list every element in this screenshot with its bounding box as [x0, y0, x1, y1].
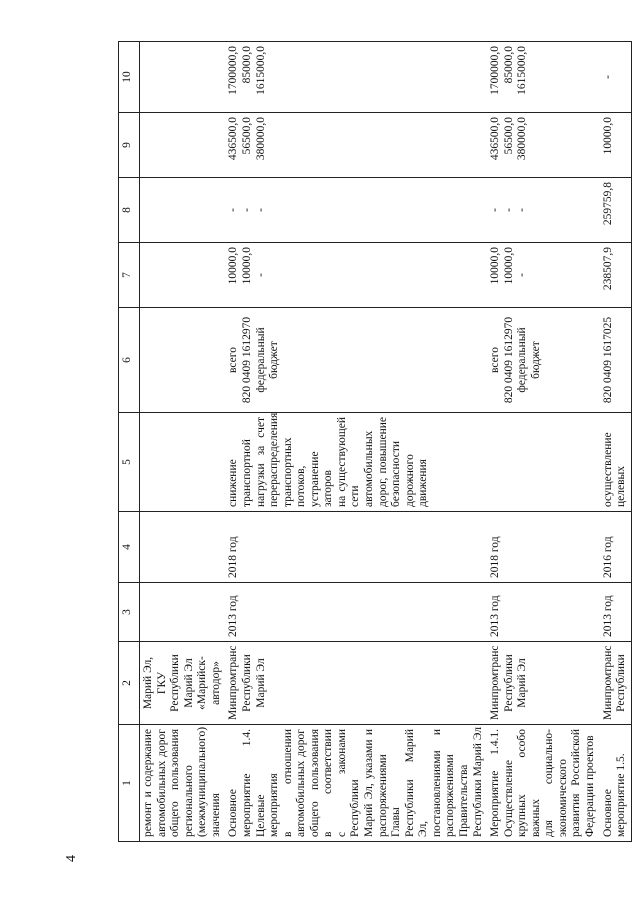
- cell-text-line: 56500,0: [502, 117, 515, 155]
- table-cell-9: [140, 113, 226, 178]
- column-header-6: 6: [119, 308, 140, 413]
- cell-text-line: Марий Эл,: [142, 656, 154, 710]
- column-header-4: 4: [119, 512, 140, 583]
- table-cell-5: [140, 413, 226, 512]
- cell-text-line: автомобильных дорог: [295, 729, 308, 837]
- column-number-header-row: [119, 42, 140, 842]
- table-cell-10: [600, 42, 632, 113]
- table-cell-2: [225, 642, 487, 725]
- cell-text-line: с законами Республики: [335, 729, 362, 837]
- table-cell-7: [600, 243, 632, 308]
- cell-text-line: осуществление: [601, 432, 614, 507]
- cell-text-line: Минпромтранс: [489, 645, 502, 720]
- table-cell-1: [487, 725, 600, 842]
- cell-text-line: 2018 год: [227, 536, 240, 578]
- cell-text-line: 380000,0: [516, 117, 529, 161]
- cell-text-line: -: [516, 273, 529, 277]
- table-body: [140, 42, 632, 842]
- cell-text-line: Марий Эл: [254, 658, 267, 708]
- table-cell-9: [487, 113, 600, 178]
- table-cell-4: [600, 512, 632, 583]
- column-header-7: 7: [119, 243, 140, 308]
- cell-text-line: Правительства: [457, 764, 470, 837]
- rotated-page-content: [118, 46, 628, 842]
- table-cell-8: [487, 178, 600, 243]
- cell-text-line: Республики Марий Эл,: [403, 729, 430, 837]
- cell-text-line: целевых: [615, 465, 628, 507]
- cell-text-line: -: [254, 208, 267, 212]
- cell-text-line: 380000,0: [254, 117, 267, 161]
- cell-text-line: -: [516, 208, 529, 212]
- cell-text-line: 85000,0: [240, 46, 253, 84]
- table-cell-3: [487, 583, 600, 642]
- table-cell-9: [600, 113, 632, 178]
- table-cell-6: [225, 308, 487, 413]
- column-header-5: 5: [119, 413, 140, 512]
- column-header-10: 10: [119, 42, 140, 113]
- cell-text-line: устранение заторов: [308, 451, 335, 507]
- table-cell-5: [487, 413, 600, 512]
- table-cell-6: [140, 308, 226, 413]
- cell-text-line: -: [601, 75, 614, 79]
- table-cell-5: [600, 413, 632, 512]
- table-cell-1: [140, 725, 226, 842]
- cell-text-line: 238507,9: [601, 247, 614, 291]
- cell-text-line: Мероприятие 1.4.1.: [489, 729, 502, 837]
- table-cell-10: [487, 42, 600, 113]
- cell-text-line: Минпромтранс: [601, 645, 614, 720]
- cell-text-line: перераспределения: [268, 412, 281, 507]
- cell-text-line: 820 0409 1612970: [240, 316, 253, 404]
- table-cell-1: [225, 725, 487, 842]
- cell-text-line: автомобильных дорог: [155, 729, 168, 837]
- page-number: 4: [64, 855, 79, 862]
- cell-text-line: автодор»: [209, 661, 222, 705]
- cell-text-line: 2016 год: [601, 536, 614, 578]
- cell-text-line: потоков,: [295, 465, 308, 507]
- cell-text-line: 820 0409 1617025: [601, 316, 614, 404]
- cell-text-line: Республики: [240, 654, 253, 712]
- cell-text-line: 1615000,0: [254, 46, 267, 95]
- column-header-2: 2: [119, 642, 140, 725]
- cell-text-line: дорожного: [403, 454, 416, 507]
- cell-text-line: транспортных: [281, 437, 294, 507]
- cell-text-line: 2018 год: [489, 536, 502, 578]
- cell-text-line: регионального: [182, 765, 195, 837]
- cell-text-line: 10000,0: [502, 247, 515, 285]
- cell-text-line: 1700000,0: [227, 46, 240, 95]
- cell-text-line: Федерации проектов: [584, 735, 596, 837]
- cell-text-line: Основное: [227, 789, 240, 837]
- program-activities-table: [118, 41, 632, 842]
- cell-text-line: ремонт и содержание: [142, 729, 154, 837]
- cell-text-line: снижение: [227, 459, 240, 507]
- table-cell-4: [140, 512, 226, 583]
- cell-text-line: общего пользования: [308, 729, 321, 837]
- table-row: [140, 42, 226, 842]
- cell-text-line: всего: [227, 347, 240, 373]
- table-cell-7: [140, 243, 226, 308]
- table-row: [487, 42, 600, 842]
- table-cell-4: [225, 512, 487, 583]
- table-cell-8: [140, 178, 226, 243]
- column-header-3: 3: [119, 583, 140, 642]
- cell-text-line: Республики Марий Эл: [471, 726, 484, 837]
- table-row: [600, 42, 632, 842]
- cell-text-line: всего: [489, 347, 502, 373]
- column-header-1: 1: [119, 725, 140, 842]
- cell-text-line: автомобильных: [363, 430, 375, 507]
- cell-text-line: -: [489, 208, 502, 212]
- cell-text-line: Основное: [601, 789, 614, 837]
- cell-text-line: -: [227, 208, 240, 212]
- table-cell-5: [225, 413, 487, 512]
- cell-text-line: Осуществление: [502, 760, 515, 837]
- cell-text-line: Республики: [502, 654, 515, 712]
- cell-text-line: бюджет: [268, 341, 281, 379]
- table-cell-7: [225, 243, 487, 308]
- cell-text-line: мероприятие 1.5.: [615, 753, 628, 837]
- table-cell-3: [225, 583, 487, 642]
- cell-text-line: значения: [209, 793, 222, 837]
- cell-text-line: -: [240, 208, 253, 212]
- cell-text-line: 436500,0: [489, 117, 502, 161]
- cell-text-line: Марий Эл, указами и: [363, 729, 375, 837]
- table-cell-3: [600, 583, 632, 642]
- cell-text-line: Республики: [169, 654, 182, 712]
- table-cell-10: [140, 42, 226, 113]
- cell-text-line: безопасности: [390, 440, 403, 507]
- cell-text-line: 259759,8: [601, 182, 614, 226]
- cell-text-line: 10000,0: [240, 247, 253, 285]
- cell-text-line: «Марийск-: [196, 656, 209, 710]
- table-cell-2: [140, 642, 226, 725]
- cell-text-line: мероприятие 1.4.: [240, 729, 253, 837]
- cell-text-line: 56500,0: [240, 117, 253, 155]
- cell-text-line: Минпромтранс: [227, 645, 240, 720]
- table-cell-1: [600, 725, 632, 842]
- table-cell-3: [140, 583, 226, 642]
- cell-text-line: транспортной: [240, 439, 253, 507]
- cell-text-line: 1700000,0: [489, 46, 502, 95]
- cell-text-line: федеральный: [516, 327, 529, 393]
- cell-text-line: дорог, повышение: [376, 417, 389, 507]
- cell-text-line: экономического: [556, 758, 569, 837]
- cell-text-line: 85000,0: [502, 46, 515, 84]
- cell-text-line: -: [502, 208, 515, 212]
- cell-text-line: бюджет: [529, 341, 542, 379]
- table-cell-2: [600, 642, 632, 725]
- cell-text-line: -: [254, 273, 267, 277]
- table-cell-8: [225, 178, 487, 243]
- table-cell-4: [487, 512, 600, 583]
- cell-text-line: движения: [417, 459, 430, 507]
- cell-text-line: распоряжениями Главы: [376, 754, 403, 837]
- table-cell-10: [225, 42, 487, 113]
- cell-text-line: общего пользования: [169, 729, 182, 837]
- table-cell-9: [225, 113, 487, 178]
- cell-text-line: 10000,0: [489, 247, 502, 285]
- cell-text-line: Марий Эл: [516, 658, 529, 708]
- cell-text-line: развития Российской: [570, 729, 583, 837]
- table-row: [225, 42, 487, 842]
- cell-text-line: крупных особо важных: [516, 729, 542, 837]
- cell-text-line: 820 0409 1612970: [502, 316, 515, 404]
- table-cell-6: [600, 308, 632, 413]
- table-cell-2: [487, 642, 600, 725]
- cell-text-line: для социально-: [543, 729, 556, 837]
- cell-text-line: 2013 год: [601, 595, 614, 637]
- column-header-8: 8: [119, 178, 140, 243]
- cell-text-line: 2013 год: [227, 595, 240, 637]
- table-cell-7: [487, 243, 600, 308]
- cell-text-line: (межмуниципального): [196, 726, 209, 837]
- cell-text-line: сети: [349, 485, 362, 507]
- cell-text-line: на существующей: [335, 417, 348, 507]
- column-header-9: 9: [119, 113, 140, 178]
- cell-text-line: 436500,0: [227, 117, 240, 161]
- cell-text-line: в соответствии: [322, 729, 335, 837]
- cell-text-line: Марий Эл: [182, 658, 195, 708]
- cell-text-line: 10000,0: [227, 247, 240, 285]
- cell-text-line: постановлениями и: [430, 729, 443, 837]
- cell-text-line: Целевые мероприятия: [254, 773, 281, 837]
- cell-text-line: 1615000,0: [516, 46, 529, 95]
- table-cell-6: [487, 308, 600, 413]
- table-cell-8: [600, 178, 632, 243]
- cell-text-line: 2013 год: [489, 595, 502, 637]
- cell-text-line: 10000,0: [601, 117, 614, 155]
- cell-text-line: федеральный: [254, 327, 267, 393]
- cell-text-line: в отношении: [281, 729, 294, 837]
- cell-text-line: нагрузки за счет: [254, 417, 267, 507]
- cell-text-line: Республики: [615, 654, 628, 712]
- cell-text-line: распоряжениями: [444, 754, 457, 837]
- cell-text-line: ГКУ: [155, 671, 168, 695]
